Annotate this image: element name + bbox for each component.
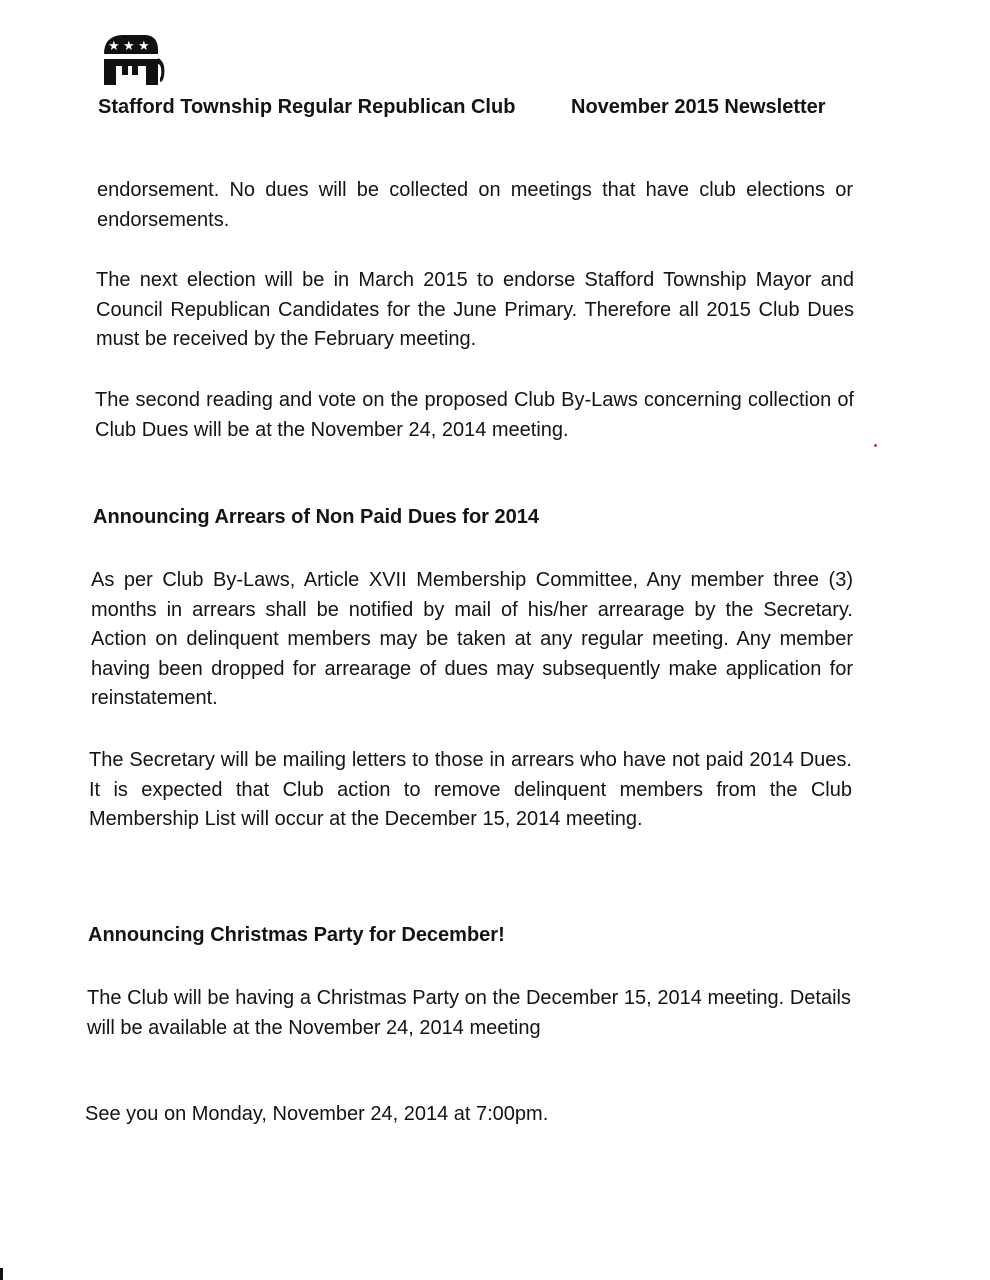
- svg-text:★: ★: [123, 39, 135, 54]
- svg-text:★: ★: [108, 39, 120, 54]
- christmas-paragraph-1: The Club will be having a Christmas Party on the December 15, 2014 meeting. Details will be available at the November 24, 2014 meeting: [87, 987, 851, 1039]
- body-paragraph-3: The second reading and vote on the proposed Club By-Laws concerning collection of Club Dues will be at the November 24, 2014 meeting.: [95, 389, 854, 441]
- closing-line: See you on Monday, November 24, 2014 at 7:00pm.: [85, 1103, 549, 1125]
- republican-elephant-logo-icon: [102, 32, 168, 88]
- christmas-section-heading: Announcing Christmas Party for December!: [88, 924, 505, 946]
- arrears-paragraph-1: As per Club By-Laws, Article XVII Membership Committee, Any member three (3) months in arrears shall be notified by mail of his/her arrearage by the Secretary. Action on delinquent members may be taken at any regular meeting. Any member having been dropped for arrearage of dues may subsequently make application for reinstatement.: [91, 569, 853, 709]
- club-name-header: Stafford Township Regular Republican Club: [98, 96, 516, 118]
- body-paragraph-1: endorsement. No dues will be collected on meetings that have club elections or endorsements.: [97, 179, 853, 231]
- scan-edge-mark: [0, 1268, 3, 1280]
- arrears-paragraph-2: The Secretary will be mailing letters to those in arrears who have not paid 2014 Dues. It is expected that Club action to remove delinquent members from the Club Membership List will occur at the December 15, 2014 meeting.: [89, 749, 852, 830]
- arrears-section-heading: Announcing Arrears of Non Paid Dues for 2014: [93, 506, 540, 528]
- scan-speck: [874, 444, 877, 447]
- svg-text:★: ★: [138, 39, 150, 54]
- newsletter-title: November 2015 Newsletter: [571, 96, 826, 118]
- body-paragraph-2: The next election will be in March 2015 to endorse Stafford Township Mayor and Council Republican Candidates for the June Primary. Therefore all 2015 Club Dues must be received by the February meeting.: [96, 269, 854, 350]
